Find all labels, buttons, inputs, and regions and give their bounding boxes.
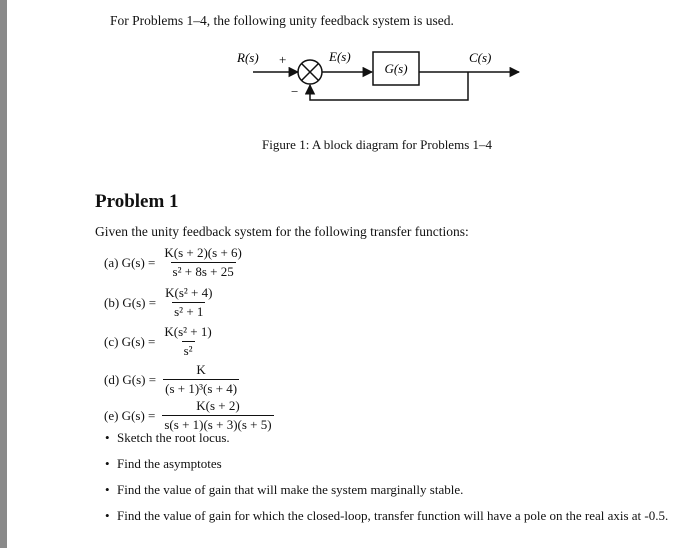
figure-caption: Figure 1: A block diagram for Problems 1–4	[262, 137, 493, 152]
equation-e	[104, 398, 274, 433]
equation-b	[104, 285, 214, 320]
equation-d	[104, 362, 239, 397]
task-list	[95, 430, 668, 534]
equation-d-denominator: (s + 1)³(s + 4)	[165, 381, 238, 396]
equation-d-label: (d) G(s) =	[104, 371, 157, 387]
equation-c-label: (c) G(s) =	[104, 333, 156, 349]
equation-c-numerator: K(s² + 1)	[164, 324, 212, 339]
equation-a-numerator: K(s + 2)(s + 6)	[164, 245, 242, 260]
equation-d-fraction	[163, 362, 239, 397]
input-label: R(s)	[237, 50, 259, 65]
equation-b-numerator: K(s² + 4)	[165, 285, 213, 300]
task-item: • Find the asymptotes	[95, 456, 668, 482]
feedback-path	[310, 72, 468, 100]
plus-sign: +	[279, 52, 287, 67]
equation-c	[104, 324, 214, 359]
equation-c-denominator: s²	[183, 343, 193, 358]
problem-statement: Given the unity feedback system for the following transfer functions:	[95, 224, 469, 239]
equation-e-denominator: s(s + 1)(s + 3)(s + 5)	[164, 417, 272, 432]
equation-c-fraction	[162, 324, 213, 359]
plant-label: G(s)	[384, 61, 408, 76]
equation-e-numerator: K(s + 2)	[196, 398, 240, 413]
equation-b-label: (b) G(s) =	[104, 294, 157, 310]
problem-heading: Problem 1	[95, 191, 179, 212]
equation-a	[104, 245, 244, 280]
equation-b-fraction	[163, 285, 214, 320]
task-item: • Find the value of gain for which the closed-loop, transfer function will have a pole on the real axis at -0.5.	[95, 508, 668, 534]
left-edge-strip	[0, 0, 7, 548]
equation-a-fraction	[162, 245, 244, 280]
error-label: E(s)	[329, 49, 351, 64]
block-diagram	[225, 40, 525, 105]
minus-sign: −	[291, 84, 299, 99]
equation-e-fraction	[162, 398, 273, 433]
task-item: • Find the value of gain that will make the system marginally stable.	[95, 482, 668, 508]
equation-b-denominator: s² + 1	[174, 304, 204, 319]
intro-text: For Problems 1–4, the following unity feedback system is used.	[110, 13, 454, 28]
equation-a-denominator: s² + 8s + 25	[172, 264, 234, 279]
equation-e-label: (e) G(s) =	[104, 407, 156, 423]
equation-a-label: (a) G(s) =	[104, 254, 156, 270]
output-label: C(s)	[469, 50, 492, 65]
equation-d-numerator: K	[196, 362, 206, 377]
task-item: • Sketch the root locus.	[95, 430, 668, 456]
